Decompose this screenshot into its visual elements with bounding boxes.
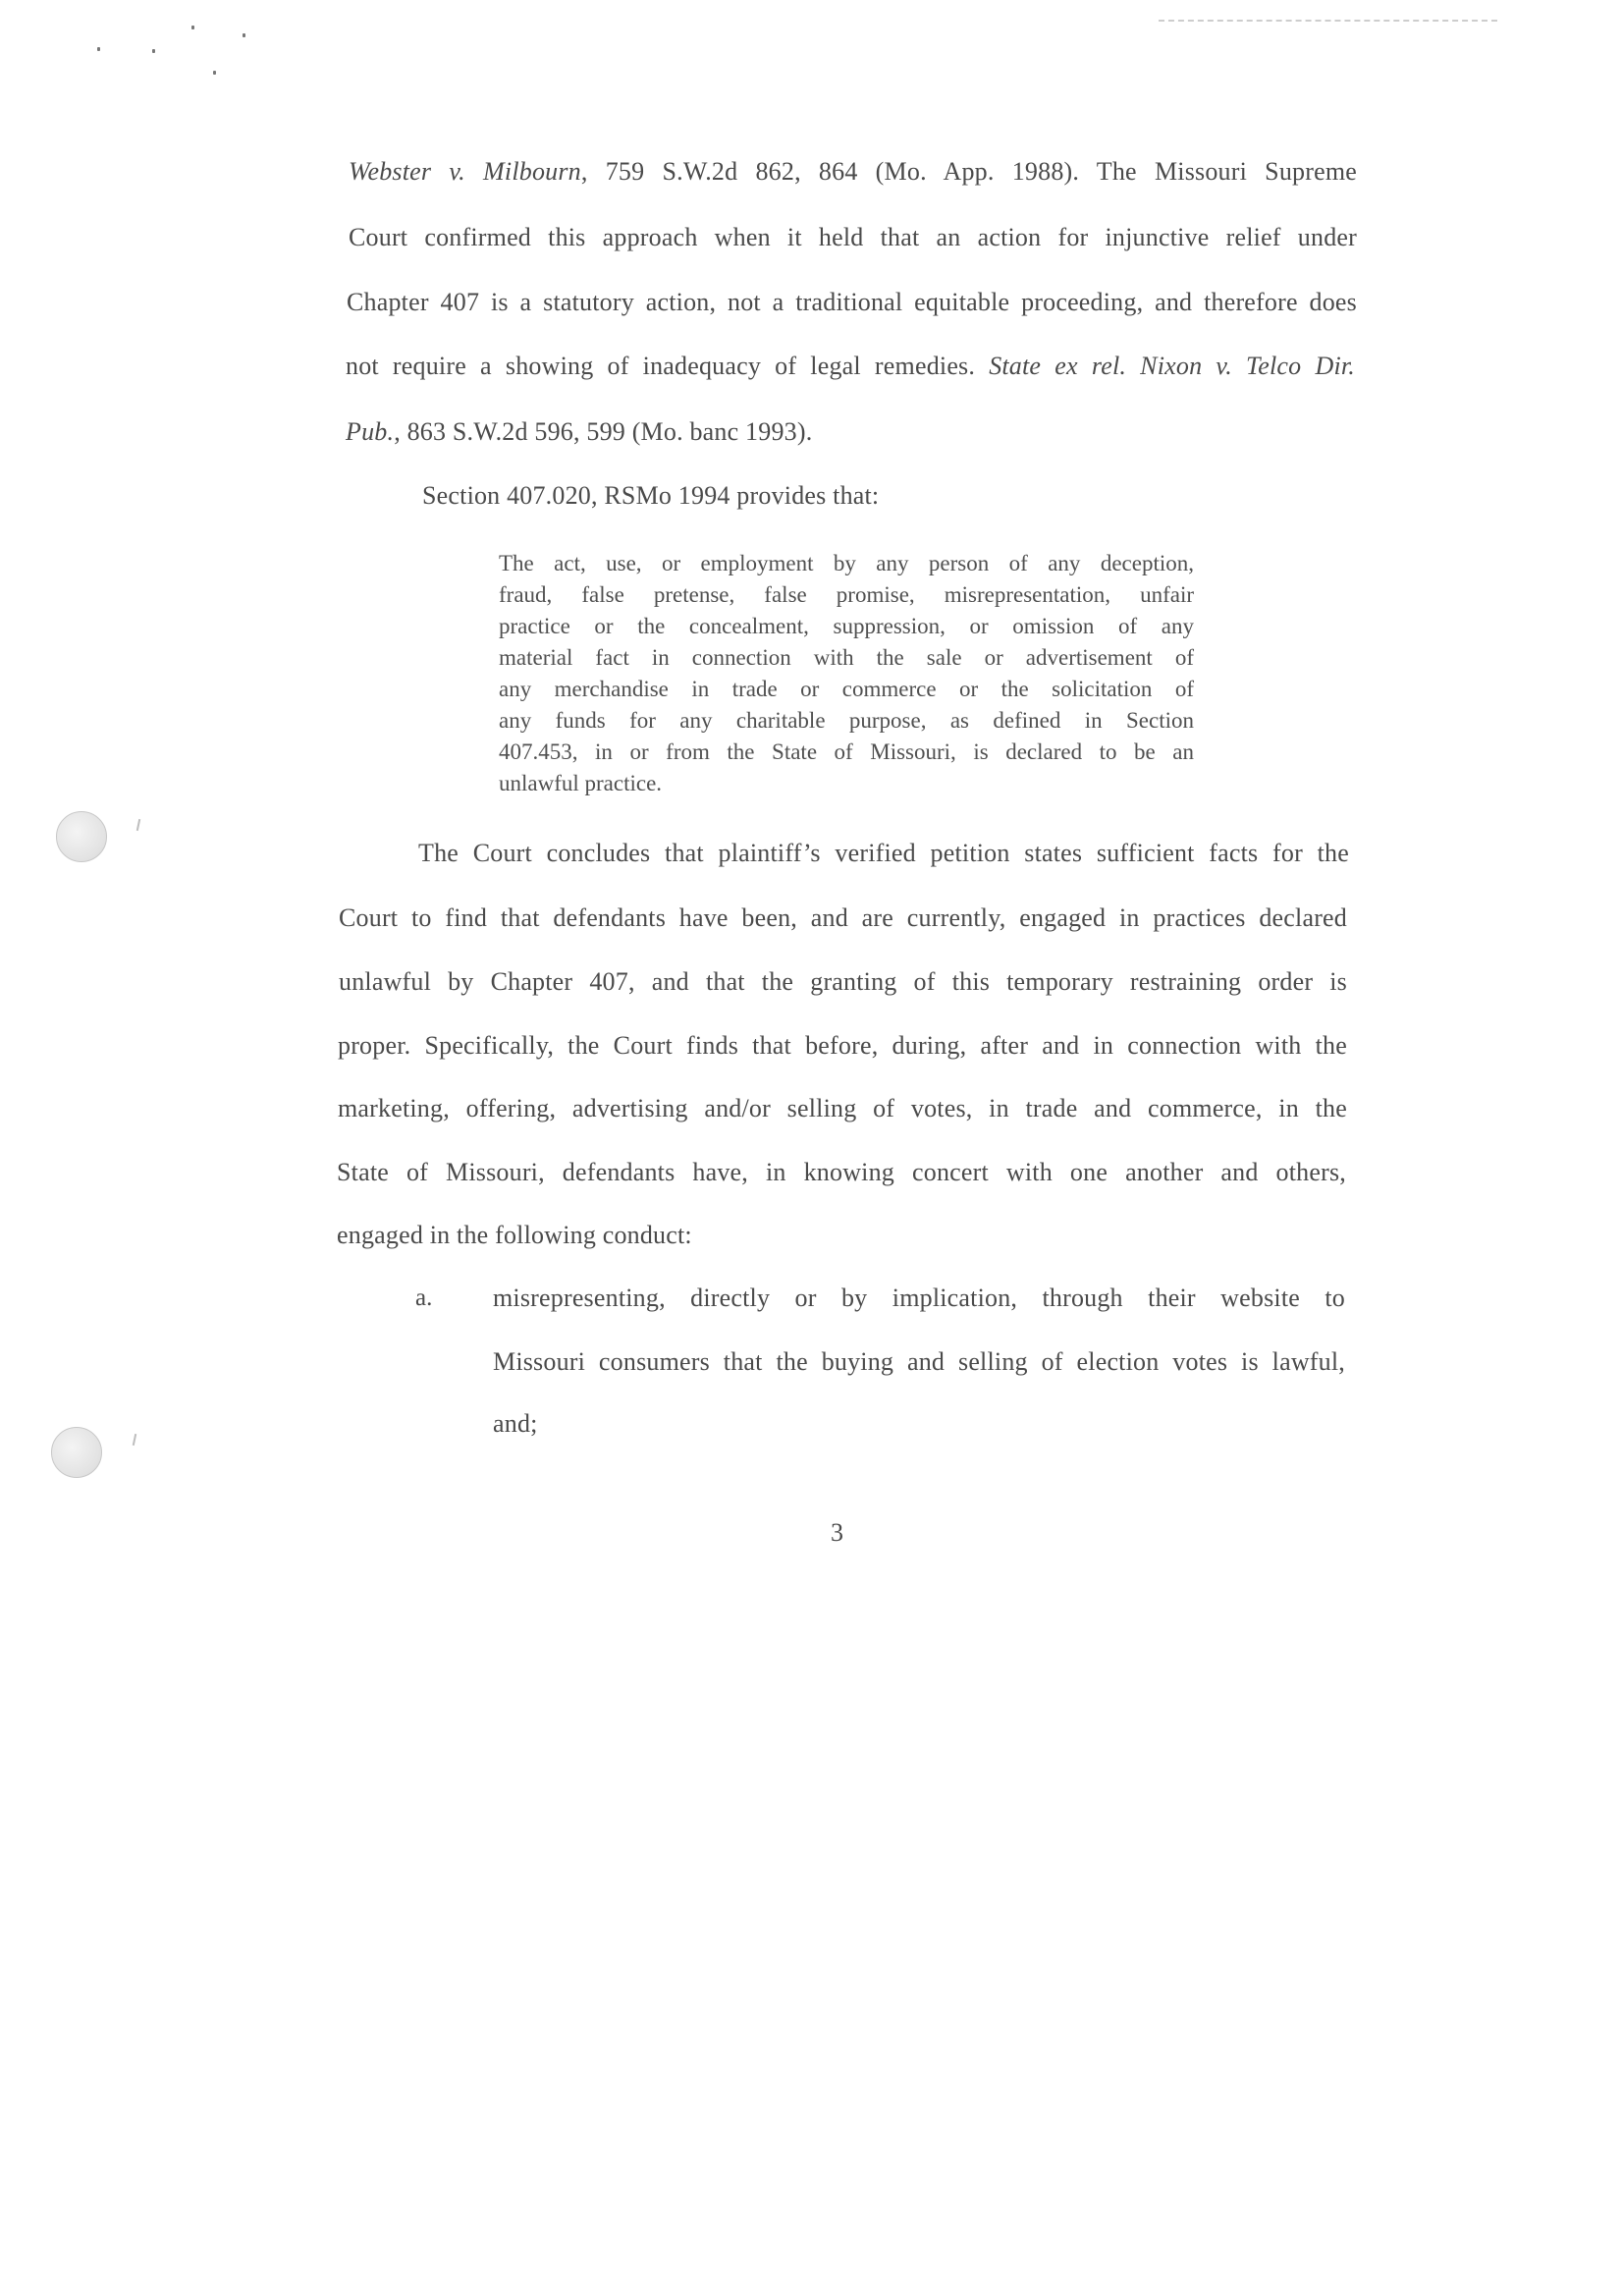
punch-hole-lower [51, 1427, 102, 1478]
paragraph-2-line-6: State of Missouri, defendants have, in knowing concert with one another and others, [337, 1158, 1346, 1186]
paragraph-2-line-5: marketing, offering, advertising and/or selling of votes, in trade and commerce, in the [338, 1094, 1347, 1122]
paragraph-2-line-7: engaged in the following conduct: [337, 1221, 692, 1249]
list-item-a-line-1: misrepresenting, directly or by implication, through their website to [493, 1284, 1345, 1312]
block-quote-line-2: fraud, false pretense, false promise, misrepresentation, unfair [499, 582, 1194, 607]
paragraph-2-line-1: The Court concludes that plaintiff’s verified petition states sufficient facts for the [418, 839, 1349, 867]
paragraph-1-line-2: Court confirmed this approach when it held that an action for injunctive relief under [349, 223, 1357, 251]
punch-mark-upper [136, 819, 140, 831]
block-quote-line-6: any funds for any charitable purpose, as defined in Section [499, 708, 1194, 733]
block-quote-line-7: 407.453, in or from the State of Missouri, is declared to be an [499, 739, 1194, 764]
scan-edge-line [1159, 20, 1497, 22]
scan-specks [93, 20, 290, 88]
section-intro: Section 407.020, RSMo 1994 provides that: [422, 481, 880, 510]
paragraph-2-line-2: Court to find that defendants have been, and are currently, engaged in practices declared [339, 903, 1347, 932]
block-quote-line-8: unlawful practice. [499, 771, 663, 795]
case-citation-telco: State ex rel. Nixon v. Telco Dir. [989, 352, 1356, 380]
block-quote-line-3: practice or the concealment, suppression, or omission of any [499, 614, 1194, 638]
list-item-a-marker: a. [415, 1285, 433, 1311]
paragraph-1-line-1: Webster v. Milbourn, 759 S.W.2d 862, 864 (Mo. App. 1988). The Missouri Supreme [349, 157, 1357, 186]
case-citation-pub: Pub. [346, 417, 395, 446]
page-number: 3 [831, 1518, 843, 1547]
paragraph-1-line-3: Chapter 407 is a statutory action, not a traditional equitable proceeding, and therefore does [347, 288, 1357, 316]
paragraph-1-line-5: Pub., 863 S.W.2d 596, 599 (Mo. banc 1993). [346, 417, 813, 446]
block-quote-line-4: material fact in connection with the sale or advertisement of [499, 645, 1194, 670]
list-item-a-line-2: Missouri consumers that the buying and selling of election votes is lawful, [493, 1347, 1345, 1376]
list-item-a-line-3: and; [493, 1409, 538, 1438]
paragraph-1-line-4: not require a showing of inadequacy of legal remedies. State ex rel. Nixon v. Telco Dir. [346, 352, 1356, 380]
case-citation-webster: Webster v. Milbourn [349, 157, 581, 186]
punch-mark-lower [133, 1434, 136, 1446]
block-quote-line-1: The act, use, or employment by any person of any deception, [499, 551, 1194, 575]
punch-hole-upper [56, 811, 107, 862]
paragraph-2-line-4: proper. Specifically, the Court finds that before, during, after and in connection with the [338, 1031, 1347, 1060]
paragraph-2-line-3: unlawful by Chapter 407, and that the granting of this temporary restraining order is [339, 967, 1347, 996]
block-quote-line-5: any merchandise in trade or commerce or the solicitation of [499, 677, 1194, 701]
